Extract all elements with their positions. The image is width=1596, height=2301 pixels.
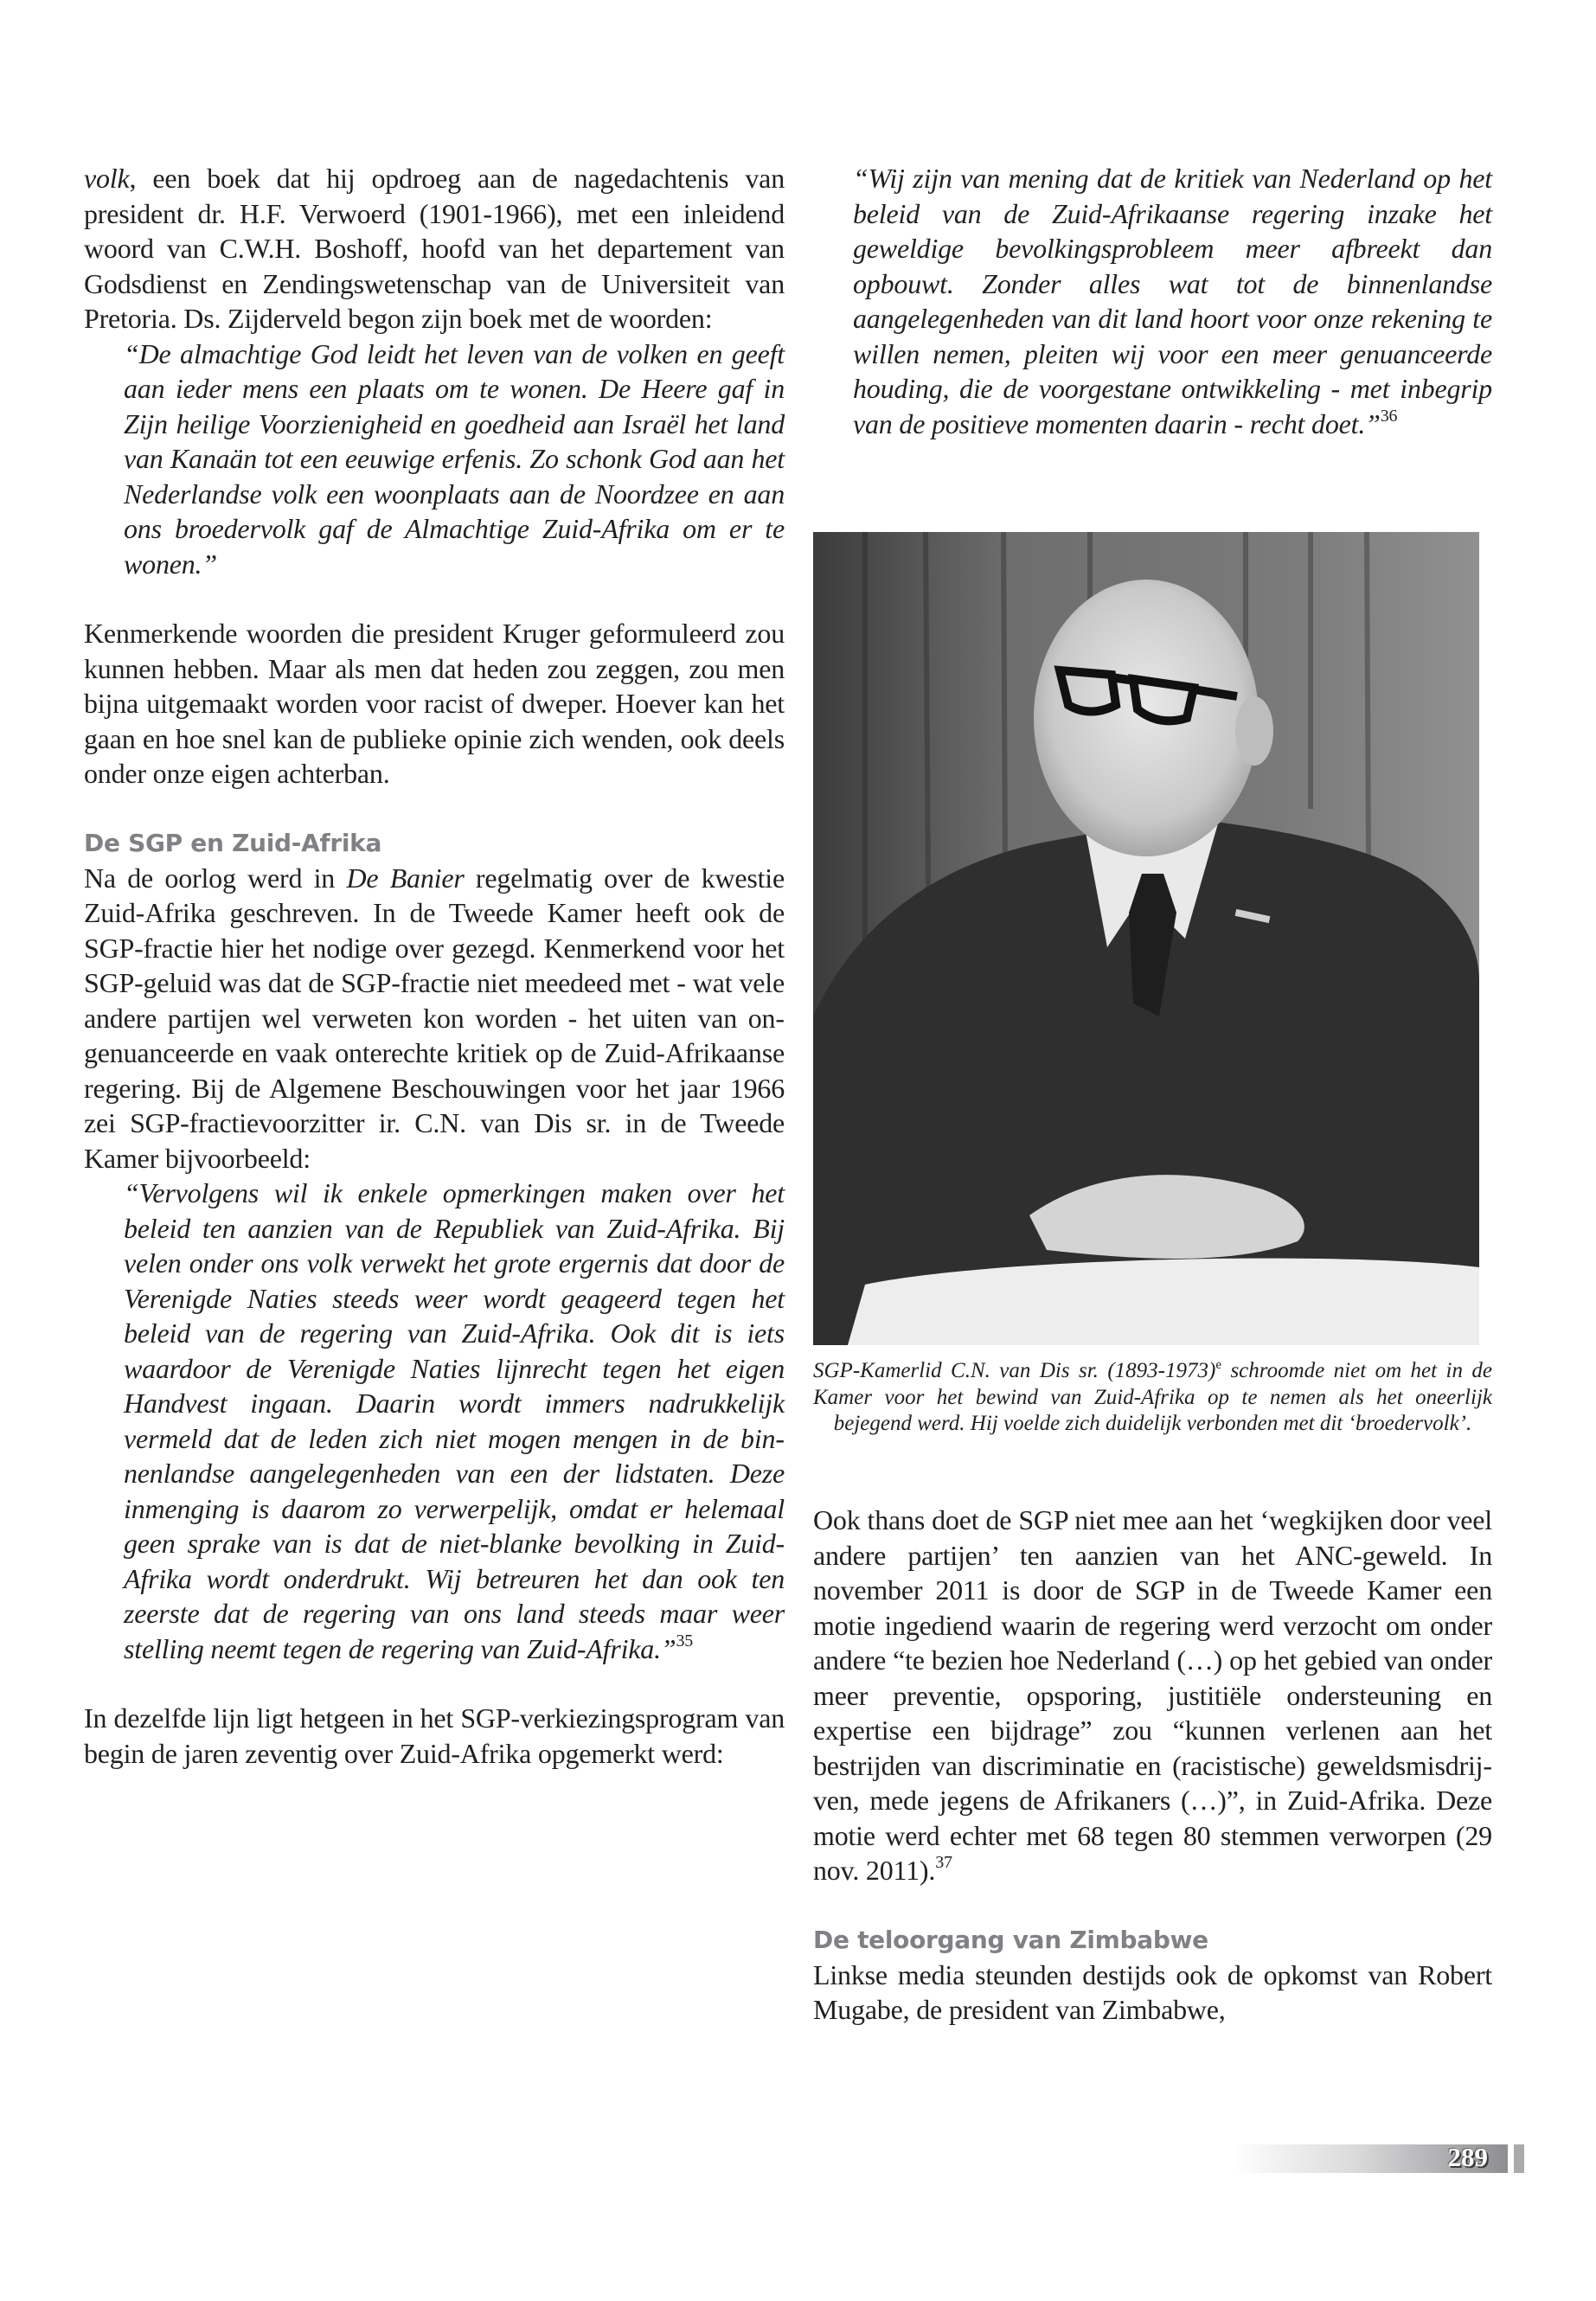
- paragraph-kruger: Kenmerkende woorden die president Kruger geformuleerd zou kunnen hebben. Maar als men dat heden zou zeggen, zou men bijna uitgemaakt worden voor racist of dweper. Hoever kan het gaan en hoe snel kan de publieke opinie zich wenden, ook deels onder onze eigen achterban.: [84, 618, 785, 789]
- italic-de-banier: De Banier: [346, 862, 465, 894]
- photo-caption: SGP-Kamerlid C.N. van Dis sr. (1893-1973)$^e$ schroomde niet om het in de Kamer voor het bewind van Zuid-Afrika op te nemen als het oneerlijk bejegend werd. Hij voelde zich duidelijk verbonden met dit ‘broedervolk’.: [813, 1358, 1493, 1435]
- section-heading-zimbabwe: De teloorgang van Zimbabwe: [813, 1925, 1208, 1954]
- left-column: [84, 161, 785, 1771]
- caption-note-e[interactable]: e: [1215, 1358, 1222, 1372]
- paragraph-motie: Ook thans doet de SGP niet mee aan het ‘wegkijken door veel andere partijen’ ten aanzien van het ANC-geweld. In november 2011 is door de SGP in de Tweede Kamer een motie ingediend waarin de regering werd verzocht om onder andere “te bezien hoe Nederland (…) op het gebied van onder meer preventie, opsporing, justitiële ondersteuning en expertise een bijdrage” zou “kunnen verlenen aan het bestrijden van discriminatie en (racistische) geweldsmisdrijven, mede jegens de Afrikaners (…)”, in Zuid-Afrika. Deze motie werd echter met 68 tegen 80 stemmen verworpen (29 nov. 2011).$^{37}$: [813, 1504, 1492, 1886]
- quote-van-dis: “Vervolgens wil ik enkele opmerkingen maken over het beleid ten aanzien van de Republiek van Zuid-Afrika. Bij velen onder ons volk verwekt het grote ergernis dat door de Verenigde Naties steeds weer wordt geageerd tegen het beleid van de regering van Zuid-Afrika. Ook dit is iets waardoor de Verenigde Naties lijnrecht tegen het eigen Handvest ingaan. Daarin wordt immers nadrukkelijk vermeld dat de leden zich niet mogen mengen in de binnenlandse aangelegenheden van een der lidstaten. Deze inmenging is daarom zo verwerpelijk, omdat er helemaal geen sprake van is dat de niet-blanke bevolking in Zuid-Afrika wordt onderdrukt. Wij betreuren het dan ook ten zeerste dat de regering van ons land steeds maar weer stelling neemt tegen de regering van Zuid-Afrika.”$^{35}$: [124, 1177, 785, 1664]
- right-column: [813, 161, 1492, 441]
- footer-edge-tab: [1514, 2144, 1524, 2173]
- right-column-lower: [813, 1503, 1492, 2028]
- portrait-illustration: [813, 532, 1479, 1345]
- paragraph-verkiezingsprogram: In dezelfde lijn ligt hetgeen in het SGP-verkiezingsprogram van begin de jaren zeventig over Zuid-Afrika opgemerkt werd:: [84, 1702, 785, 1769]
- paragraph-zimbabwe: Linkse media steunden destijds ook de opkomst van Robert Mugabe, de president van Zimbabwe,: [813, 1958, 1492, 2025]
- section-heading-sgp-zuid-afrika: De SGP en Zuid-Afrika: [84, 828, 382, 857]
- italic-volk: volk: [84, 163, 130, 194]
- portrait-photo: [813, 532, 1479, 1345]
- ear: [1235, 696, 1273, 766]
- footnote-ref-35[interactable]: 35: [676, 1631, 694, 1650]
- footnote-ref-37[interactable]: 37: [935, 1853, 952, 1872]
- footnote-ref-36[interactable]: 36: [1380, 406, 1398, 426]
- paragraph-sgp-zuid-afrika: Na de oorlog werd in De Banier regelmatig over de kwestie Zuid-Afrika geschreven. In de Tweede Kamer heeft ook de SGP-fractie hier het nodige over gezegd. Kenmerkend voor het SGP-geluid was dat de SGP-fractie niet meedeed met - wat vele andere partijen wel verweten kon worden - het uiten van ongenuanceerde en vaak onterechte kritiek op de Zuid-Afrikaanse regering. Bij de Algemene Beschouwingen voor het jaar 1966 zei SGP-fractievoorzitter ir. C.N. van Dis sr. in de Tweede Kamer bijvoorbeeld:: [84, 862, 785, 1174]
- quote-verkiezingsprogram: “Wij zijn van mening dat de kritiek van Nederland op het beleid van de Zuid-Afrikaanse regering inzake het geweldige bevolkingsprobleem meer afbreekt dan opbouwt. Zonder alles wat tot de binnenlandse aangelegenheden van dit land hoort voor onze rekening te willen nemen, pleiten wij voor een meer genuanceerde houding, die de voorgestane ontwikkeling - met inbegrip van de positieve momenten daarin - recht doet.”$^{36}$: [853, 163, 1492, 439]
- paragraph-intro: volk, een boek dat hij opdroeg aan de nagedachtenis van president dr. H.F. Verwoerd (1901-1966), met een inleidend woord van C.W.H. Boshoff, hoofd van het departement van Godsdienst en Zendingswetenschap van de Universiteit van Pretoria. Ds. Zijderveld begon zijn boek met de woorden:: [84, 163, 785, 334]
- quote-zijderveld: “De almachtige God leidt het leven van de volken en geeft aan ieder mens een plaats om te wonen. De Heere gaf in Zijn heilige Voorzienigheid en goedheid aan Israël het land van Kanaän tot een eeuwige erfenis. Zo schonk God aan het Nederlandse volk een woonplaats aan de Noordzee en aan ons broedervolk gaf de Almachtige Zuid-Afrika om er te wonen.”: [124, 337, 785, 580]
- page-number: 289: [1447, 2142, 1488, 2172]
